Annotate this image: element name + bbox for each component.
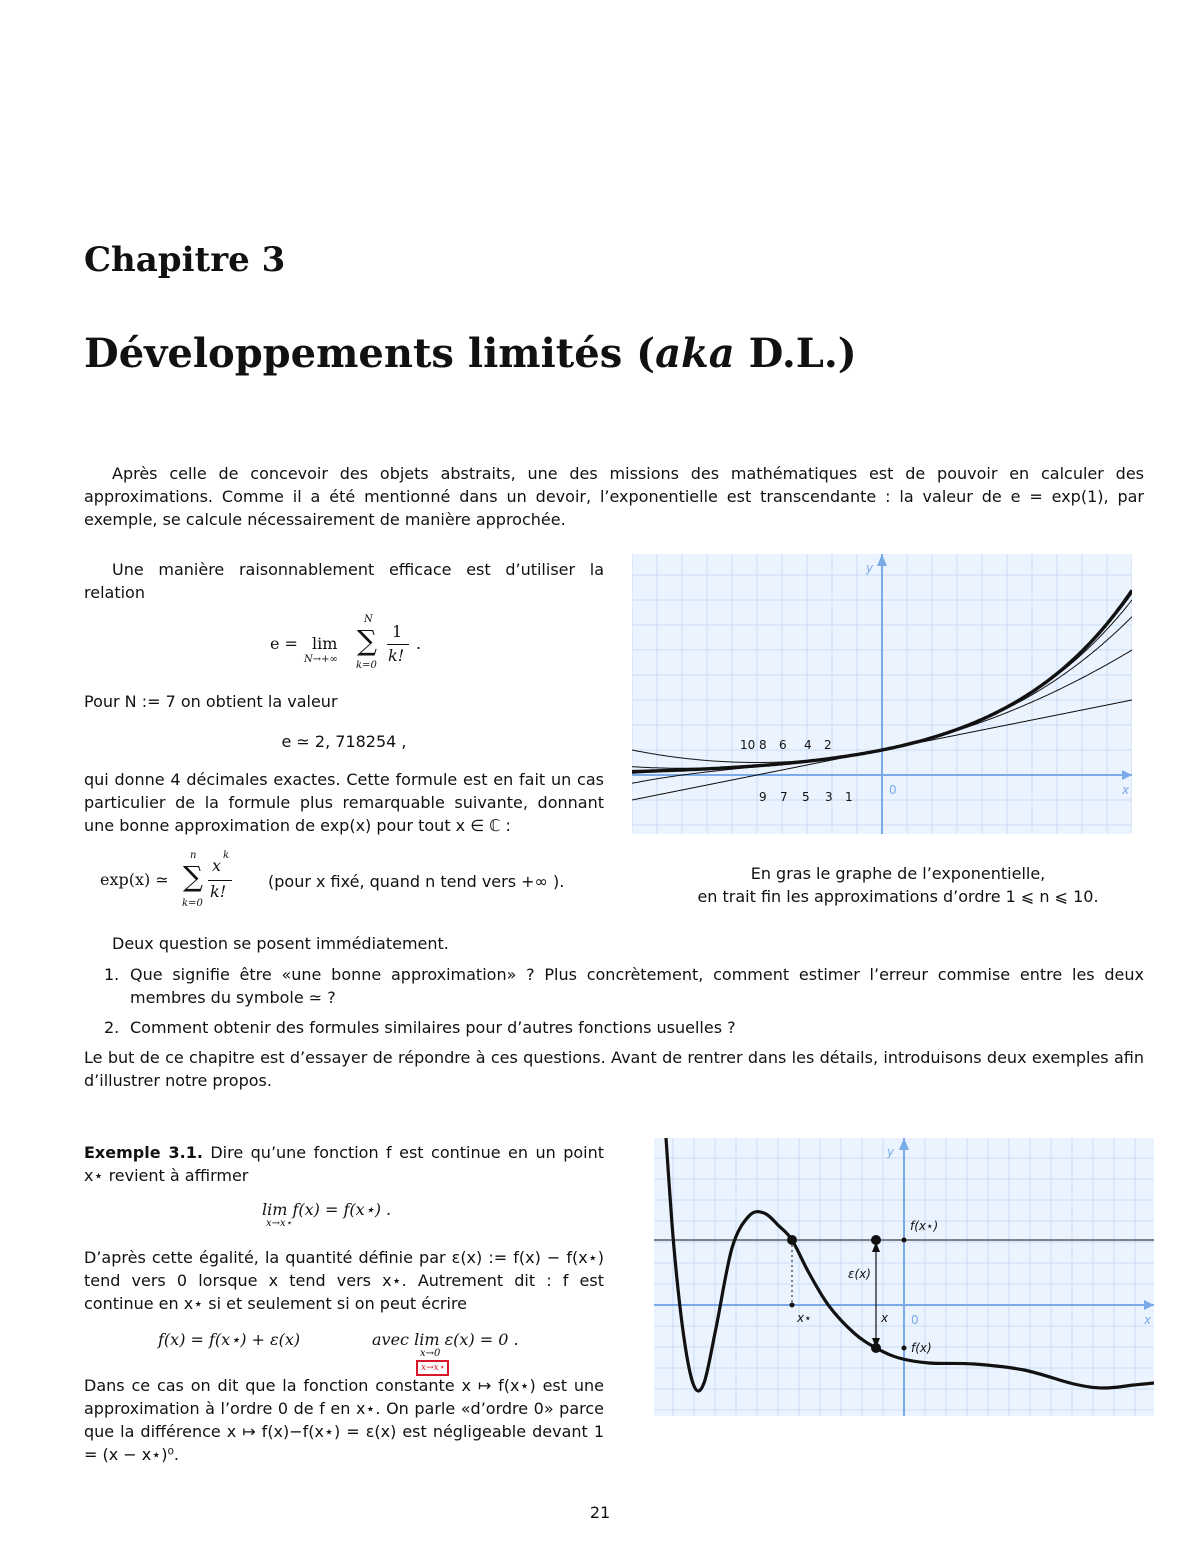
questions-outro: Le but de ce chapitre est d’essayer de répondre à ces questions. Avant de rentrer dans les détails, introduisons deux exemples afin d’illustrer notre propos. [84,1048,1144,1090]
eq1-lhs: e = [270,634,298,653]
sum-symbol-icon: ∑ [183,860,203,893]
chapter-label: Chapitre 3 [84,240,286,280]
fig1-order-label: 10 [740,738,756,752]
fig2-origin-label: 0 [911,1313,919,1327]
eq-continuity-sub: x→x⋆ [266,1218,292,1229]
fig1-order-label: 8 [759,738,767,752]
equation-e-approx: e ≃ 2, 718254 , [281,732,407,751]
sum-symbol-icon: ∑ [357,624,377,657]
title-italic: aka [655,330,735,377]
fig1-caption [632,862,1164,908]
equation-epsilon [158,1326,598,1376]
question-item [104,963,1144,1009]
eq1-numerator: 1 [392,622,403,641]
fig2-tick-fx [902,1346,907,1351]
fig1-axis-y-label: y [866,561,874,575]
figure-exp-approximations [632,554,1132,834]
fraction-bar [208,880,232,881]
fig2-label-fx: f(x) [911,1341,932,1355]
equation-e-limit [270,612,470,674]
eq3-lhs: exp(x) ≃ [100,870,169,889]
fig2-point-fx [871,1343,881,1353]
chapter-title [84,330,857,377]
question-text: Que signifie être «une bonne approximation» ? Plus concrètement, comment estimer l’erreur commise entre les deux membres du symbole ≃ ? [130,965,1144,1007]
fig1-order-label: 9 [759,790,767,804]
eq3-power: k [223,850,230,861]
eq1-lim: lim [312,634,338,653]
fig2-label-x: x [881,1311,889,1325]
paragraph-relation: Une manière raisonnablement efficace est d’utiliser la relation [84,560,604,602]
fig2-label-xstar: x⋆ [797,1311,812,1325]
fraction-bar [387,644,409,645]
paragraph-N7: Pour N := 7 on obtient la valeur [84,692,338,711]
fig2-axis-x-label: x [1144,1313,1152,1327]
eq1-sum-bottom: k=0 [356,660,377,671]
fig1-order-label: 3 [825,790,833,804]
fig2-tick-xstar [790,1303,795,1308]
example-paragraph-2: D’après cette égalité, la quantité définie par ε(x) := f(x) − f(x⋆) tend vers 0 lorsque x tend vers x⋆. Autrement dit : f est continue en x⋆ si et seulement si on peut écrire [84,1248,604,1313]
fig2-axis-y-label: y [887,1145,895,1159]
questions-intro: Deux question se posent immédiatement. [112,934,449,953]
eq-continuity: lim f(x) = f(x⋆) . [262,1200,392,1219]
example-label: Exemple 3.1. [84,1143,203,1162]
equation-continuity [262,1196,462,1230]
question-text: Comment obtenir des formules similaires pour d’autres fonctions usuelles ? [130,1018,736,1037]
equation-exp-series [100,848,600,914]
fig1-caption-line2: en trait fin les approximations d’ordre 1 ⩽ n ⩽ 10. [697,887,1099,906]
question-number: 2. [104,1018,120,1037]
eq-epsilon-rhs: avec lim ε(x) = 0 . [372,1330,519,1349]
correction-box: x→x⋆ [416,1360,449,1376]
fig1-order-label: 2 [824,738,832,752]
fig2-tick-fxstar [902,1238,907,1243]
example-p1: Dire qu’une fonction f est continue en un point x⋆ revient à affirmer [84,1143,604,1185]
fig2-point-xstar [787,1235,797,1245]
eq-epsilon-lhs: f(x) = f(x⋆) + ε(x) [158,1330,301,1349]
question-item [104,1016,1144,1039]
eq1-lim-sub: N→+∞ [304,654,338,665]
eq3-sum-top: n [190,850,197,861]
fig1-order-label: 4 [804,738,812,752]
eq3-numerator: x [212,856,222,875]
question-number: 1. [104,965,120,984]
fig1-axis-x-label: x [1122,783,1130,797]
eq1-sum-top: N [364,614,373,625]
fig1-caption-line1: En gras le graphe de l’exponentielle, [750,864,1046,883]
eq3-denominator: k! [210,882,227,901]
figure-continuity [654,1138,1154,1416]
fig1-order-label: 5 [802,790,810,804]
fig2-label-epsilon: ε(x) [848,1267,871,1281]
example-paragraph-1 [84,1141,604,1187]
fig1-order-label: 7 [780,790,788,804]
fig1-order-label: 1 [845,790,853,804]
eq3-sum-bottom: k=0 [182,898,203,909]
fig1-order-label: 6 [779,738,787,752]
fig1-origin-label: 0 [889,783,897,797]
eq1-dot: . [416,634,422,653]
paragraph-general-formula: qui donne 4 décimales exactes. Cette formule est en fait un cas particulier de la formule plus remarquable suivante, donnant une bonne approximation de exp(x) pour tout x ∈ ℂ : [84,770,604,835]
title-rest: D.L.) [734,330,857,377]
eq1-denominator: k! [388,646,405,665]
example-paragraph-3: Dans ce cas on dit que la fonction constante x ↦ f(x⋆) est une approximation à l’ordre 0 de f en x⋆. On parle «d’ordre 0» parce que la différence x ↦ f(x)−f(x⋆) = ε(x) est négligeable devant 1 = (x − x⋆)⁰. [84,1376,604,1464]
fig2-point-fxstar-at-x [871,1235,881,1245]
intro-paragraph: Après celle de concevoir des objets abstraits, une des missions des mathématiques est de pouvoir en calculer des approximations. Comme il a été mentionné dans un devoir, l’exponentielle est transcendante : la valeur de e = exp(1), par exemple, se calcule nécessairement de manière approchée. [84,464,1144,529]
title-main: Développements limités ( [84,330,656,377]
eq-epsilon-sub: x→0 [420,1348,441,1359]
page-number: 21 [589,1503,611,1522]
fig2-label-fxstar: f(x⋆) [910,1219,939,1233]
eq3-note: (pour x fixé, quand n tend vers +∞ ). [268,872,565,891]
